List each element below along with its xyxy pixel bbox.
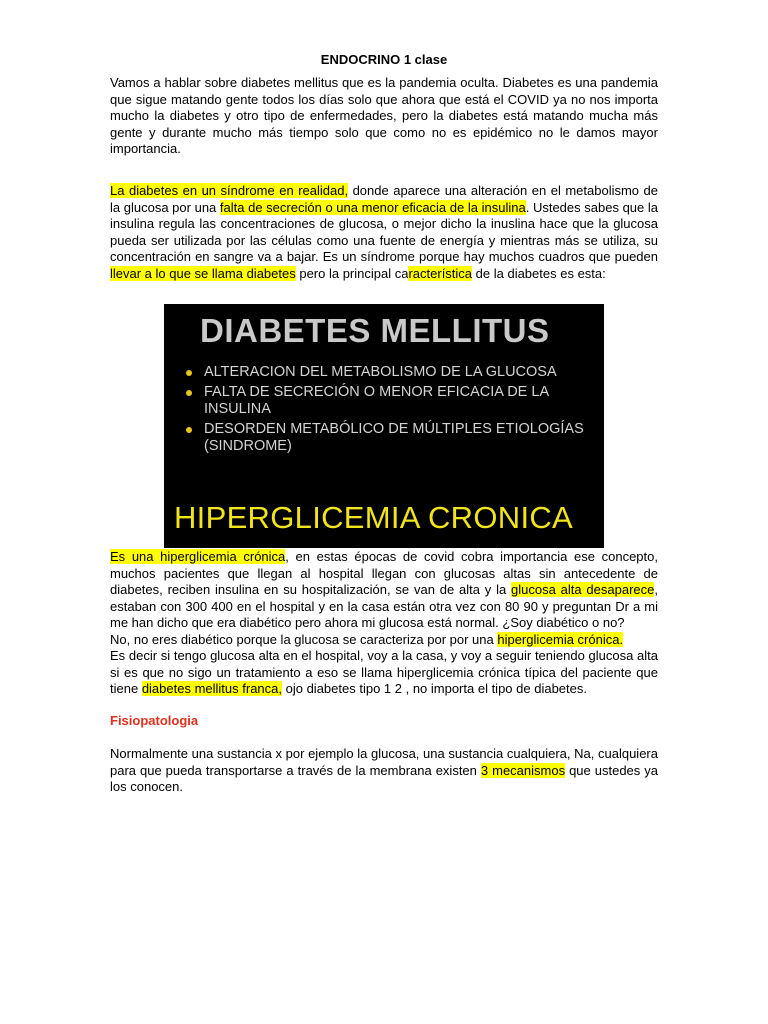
slide-bullet-list [186, 364, 596, 458]
highlight-frank-diabetes: diabetes mellitus franca, [141, 681, 282, 696]
slide-title: DIABETES MELLITUS [200, 312, 550, 349]
slide-bullet: DESORDEN METABÓLICO DE MÚLTIPLES ETIOLOGÍAS (SINDROME) [186, 421, 596, 455]
highlight-chronic-hyperglycemia: Es una hiperglicemia crónica [110, 549, 286, 564]
slide-bullet: ALTERACION DEL METABOLISMO DE LA GLUCOSA [186, 364, 596, 381]
document-title: ENDOCRINO 1 clase [320, 52, 448, 67]
highlight-syndrome: La diabetes en un síndrome en realidad, [110, 183, 349, 198]
intro-paragraph: Vamos a hablar sobre diabetes mellitus que es la pandemia oculta. Diabetes es una pandemia que sigue matando gente todos los días solo que ahora que está el COVID ya no nos importa mucho la diabetes y otro tipo de enfermedades, pero la diabetes está matando mucha más gente y durante mucho más tiempo solo que como no es epidémico no le damos mayor importancia. [110, 75, 658, 156]
highlight-leads-to-diabetes: llevar a lo que se llama diabetes [110, 265, 296, 281]
physiopathology-paragraph: Normalmente una sustancia x por ejemplo la glucosa, una sustancia cualquiera, Na, cualquiera para que pueda transportarse a través de la membrana existen 3 mecanismos que ustedes ya los conocen. [110, 746, 658, 794]
hyperglycemia-paragraph: Es una hiperglicemia crónica, en estas épocas de covid cobra importancia ese concepto, muchos pacientes que llegan al hospital llegan con glucosas altas sin antecedente de diabetes, reciben insulina en su hospitalización, se van de alta y la glucosa alta desaparece, estaban con 300 400 en el hospital y en la casa están otra vez con 80 90 y preguntan Dr a mi me han dicho que era diabético pero ahora mi glucosa está normal. ¿Soy diabético o no? No, no eres diabético porque la glucosa se caracteriza por por una hiperglicemia crónica. Es decir si tengo glucosa alta en el hospital, voy a la casa, y voy a seguir teniendo glucosa alta si es que no sigo un tratamiento a eso se llama hiperglicemia crónica típica del paciente que tiene diabetes mellitus franca, ojo diabetes tipo 1 2 , no importa el tipo de diabetes. [110, 549, 658, 696]
bullet-icon [186, 370, 192, 376]
diabetes-slide-image [164, 304, 604, 548]
highlight-characteristic: racterística [408, 265, 473, 281]
bullet-icon [186, 427, 192, 433]
highlight-insulin-deficit: falta de secreción o una menor eficacia de la insulina [219, 199, 526, 215]
highlight-chronic-hyperglycemia-2: hiperglicemia crónica. [497, 631, 624, 647]
syndrome-paragraph: La diabetes en un síndrome en realidad, donde aparece una alteración en el metabolismo de la glucosa por una falta de secreción o una menor eficacia de la insulina. Ustedes sabes que la insulina regula las concentraciones de glucosa, o mejor dicho la inuslina hace que la glucosa pueda ser utilizada por las células como una fuente de energía y mientras más se utiliza, su concentración en sangre va a bajar. Es un síndrome porque hay muchos cuadros que pueden llevar a lo que se llama diabetes pero la principal característica de la diabetes es esta: [110, 183, 658, 281]
slide-footer: HIPERGLICEMIA CRONICA [174, 500, 574, 535]
bullet-icon [186, 390, 192, 396]
highlight-glucose-disappears: glucosa alta desaparece [511, 582, 655, 597]
slide-bullet: FALTA DE SECRECIÓN O MENOR EFICACIA DE LA INSULINA [186, 384, 596, 418]
section-heading: Fisiopatologia [110, 713, 199, 728]
highlight-three-mechanisms: 3 mecanismos [480, 762, 566, 778]
